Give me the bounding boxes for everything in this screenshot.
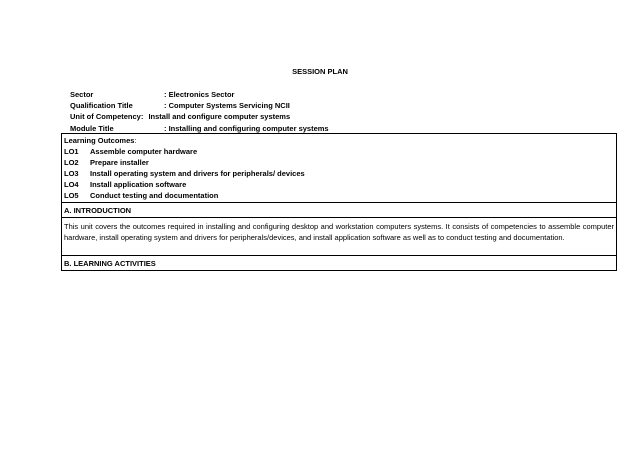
qualification-value: : Computer Systems Servicing NCII [164, 101, 290, 110]
learning-activities-box [61, 256, 617, 271]
sector-label: Sector [70, 90, 94, 99]
list-item [64, 180, 186, 189]
lo-text: Assemble computer hardware [90, 147, 198, 156]
list-item [64, 191, 218, 200]
list-item [64, 169, 305, 178]
sector-value: : Electronics Sector [164, 90, 235, 99]
learning-activities-heading: B. LEARNING ACTIVITIES [64, 259, 156, 268]
list-item [64, 158, 149, 167]
divider [62, 217, 616, 218]
module-row [70, 124, 329, 133]
unit-row [70, 112, 290, 121]
learning-outcomes-heading [64, 136, 137, 145]
lo-code: LO4 [64, 180, 79, 189]
module-value: : Installing and configuring computer systems [164, 124, 329, 133]
lo-text: Install application software [90, 180, 187, 189]
lo-text: Prepare installer [90, 158, 149, 167]
introduction-text: This unit covers the outcomes required in installing and configuring desktop and workstation computers systems. It consists of competencies to assemble computer hardware, install operating system and drivers for peripherals/devices, and install application software as well as to conduct testing and documentation. [64, 222, 614, 242]
introduction-heading: A. INTRODUCTION [64, 206, 132, 215]
unit-value: Install and configure computer systems [148, 112, 291, 121]
qualification-label: Qualification Title [70, 101, 133, 110]
learning-outcomes-box [61, 133, 617, 203]
lo-text: Install operating system and drivers for peripherals/ devices [90, 169, 305, 178]
page-title: SESSION PLAN [292, 67, 348, 76]
unit-label: Unit of Competency: [70, 112, 144, 121]
qualification-row [70, 101, 290, 110]
lo-code: LO3 [64, 169, 79, 178]
lo-code: LO2 [64, 158, 79, 167]
lo-text: Conduct testing and documentation [90, 191, 219, 200]
sector-row [70, 90, 235, 99]
learning-outcomes-colon: : [134, 136, 137, 145]
list-item [64, 147, 197, 156]
module-label: Module Title [70, 124, 114, 133]
introduction-box [61, 203, 617, 256]
learning-outcomes-heading-text: Learning Outcomes [64, 136, 135, 145]
lo-code: LO1 [64, 147, 79, 156]
lo-code: LO5 [64, 191, 79, 200]
